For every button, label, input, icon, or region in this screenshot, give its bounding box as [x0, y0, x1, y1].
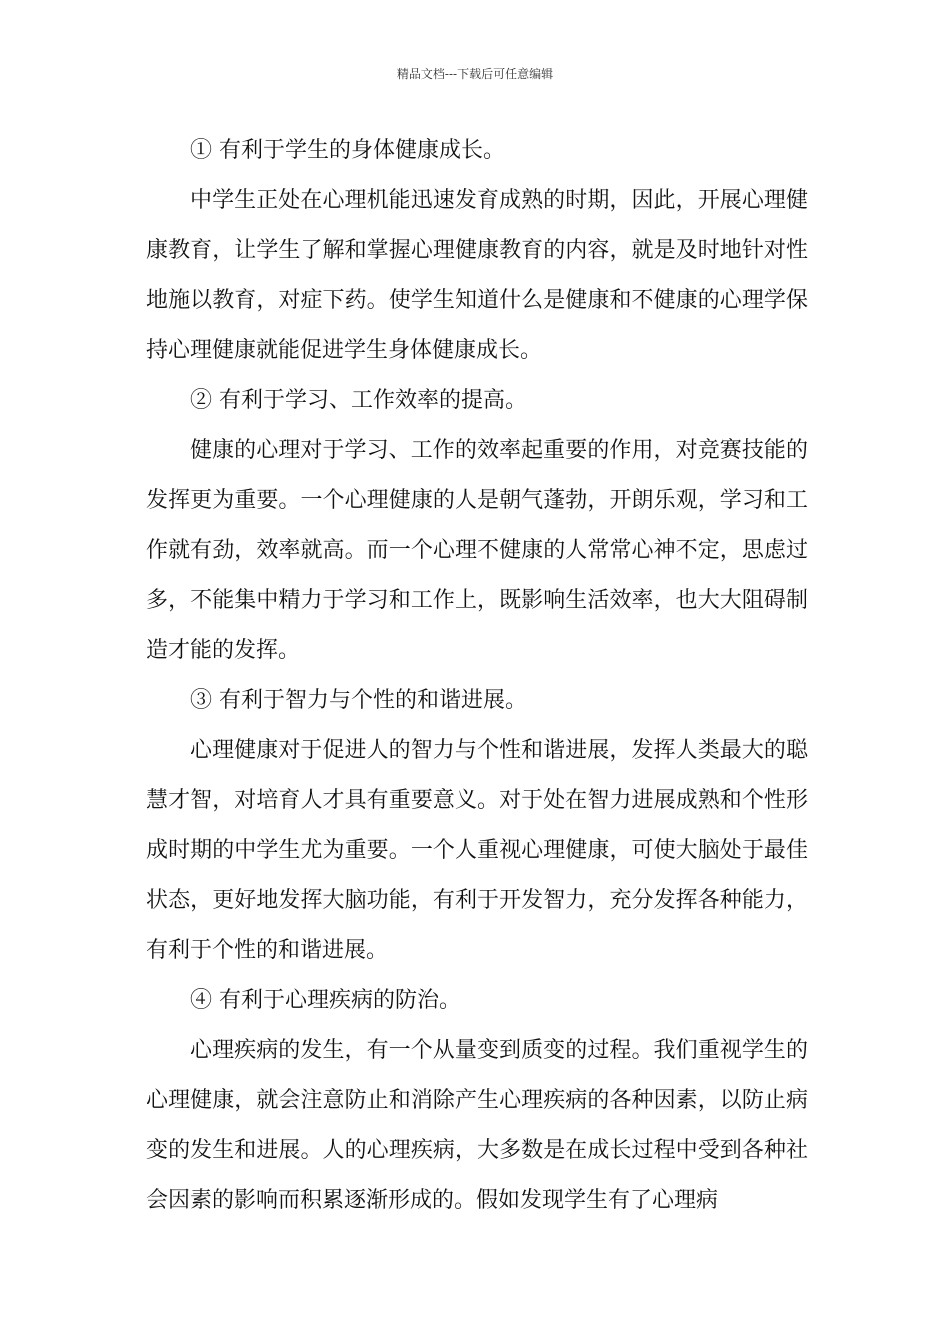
page-header: 精品文档---下载后可任意编辑 — [396, 67, 554, 81]
section-heading-1: ① 有利于学生的身体健康成长。 — [190, 138, 505, 163]
section-heading-3: ③ 有利于智力与个性的和谐进展。 — [190, 688, 527, 713]
document-body — [146, 126, 808, 1226]
section-heading-2: ② 有利于学习、工作效率的提高。 — [190, 388, 527, 413]
section-paragraph-2: 健康的心理对于学习、工作的效率起重要的作用，对竞赛技能的发挥更为重要。一个心理健康的人是朝气蓬勃，开朗乐观，学习和工作就有劲，效率就高。而一个心理不健康的人常常心神不定，思虑过多，不能集中精力于学习和工作上，既影响生活效率，也大大阻碍制造才能的发挥。 — [146, 438, 808, 663]
section-paragraph-3: 心理健康对于促进人的智力与个性和谐进展，发挥人类最大的聪慧才智，对培育人才具有重要意义。对于处在智力进展成熟和个性形成时期的中学生尤为重要。一个人重视心理健康，可使大脑处于最佳状态，更好地发挥大脑功能，有利于开发智力，充分发挥各种能力，有利于个性的和谐进展。 — [146, 738, 808, 963]
section-paragraph-1: 中学生正处在心理机能迅速发育成熟的时期，因此，开展心理健康教育，让学生了解和掌握心理健康教育的内容，就是及时地针对性地施以教育，对症下药。使学生知道什么是健康和不健康的心理学保持心理健康就能促进学生身体健康成长。 — [146, 188, 808, 363]
section-paragraph-4: 心理疾病的发生，有一个从量变到质变的过程。我们重视学生的心理健康，就会注意防止和消除产生心理疾病的各种因素，以防止病变的发生和进展。人的心理疾病，大多数是在成长过程中受到各种社会因素的影响而积累逐渐形成的。假如发现学生有了心理病 — [146, 1038, 808, 1213]
section-heading-4: ④ 有利于心理疾病的防治。 — [190, 988, 461, 1013]
